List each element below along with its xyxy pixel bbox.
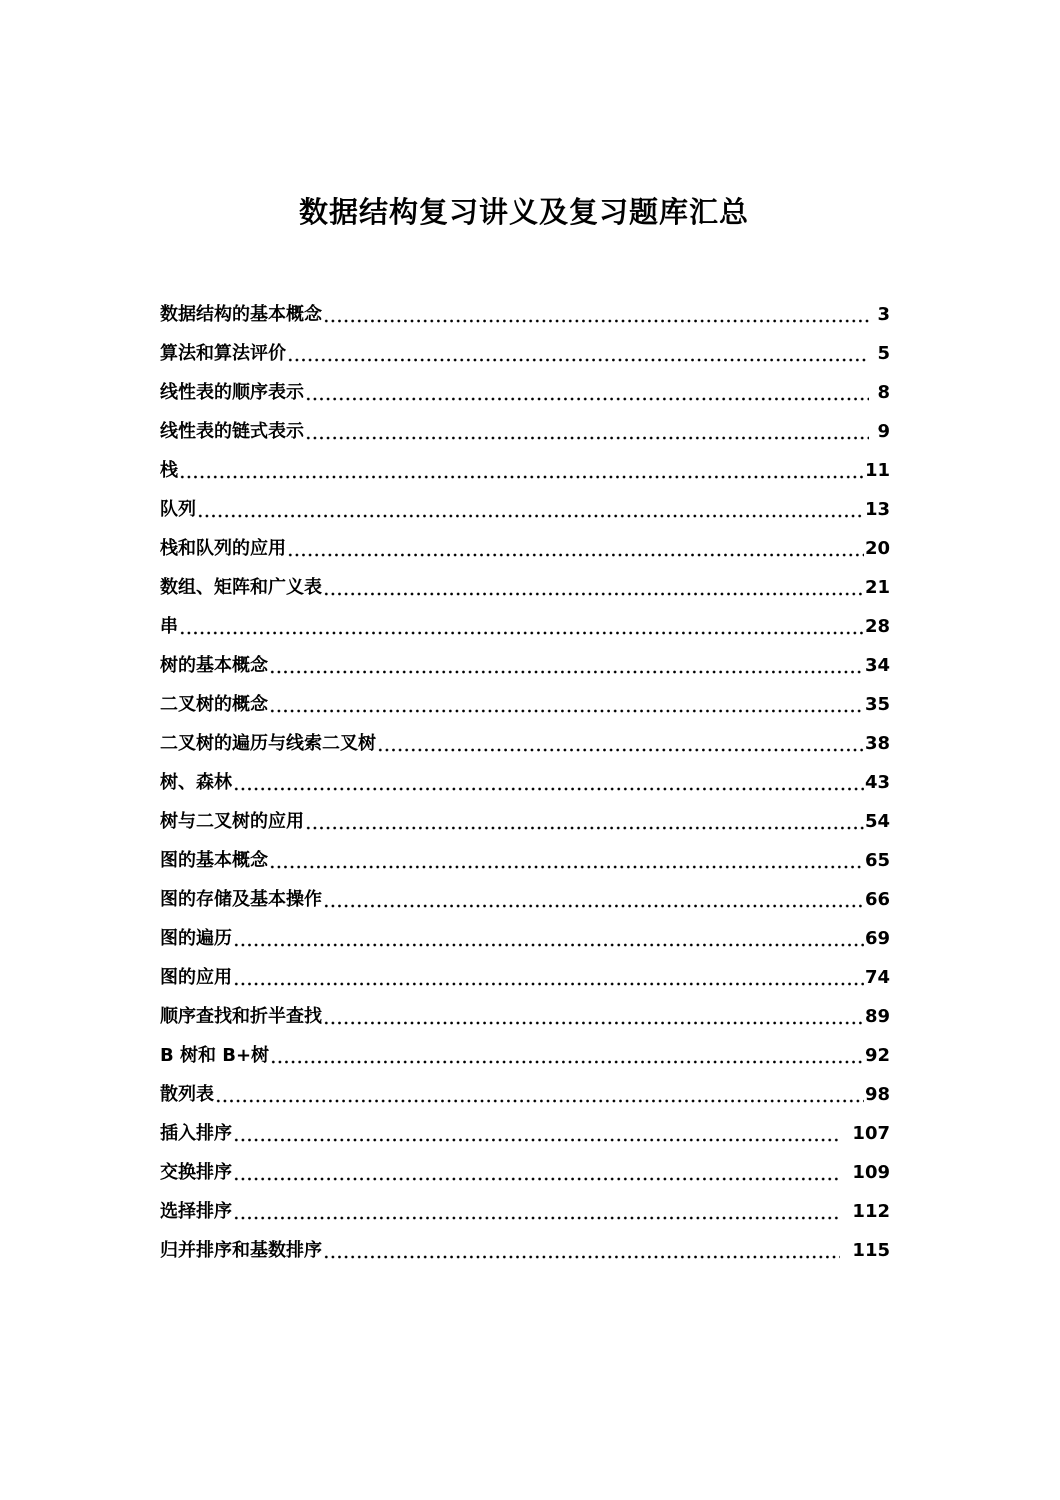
toc-entry-title: 线性表的链式表示 [160,421,304,442]
toc-dot-leader [323,568,864,607]
toc-dot-leader [323,295,869,334]
toc-entry-page-number: 65 [864,850,890,871]
toc-entry[interactable] [160,685,890,724]
toc-entry-page-number: 98 [864,1084,890,1105]
toc-entry[interactable] [160,373,890,412]
toc-entry[interactable] [160,841,890,880]
toc-entry-page-number: 11 [864,460,890,481]
toc-entry-title: 线性表的顺序表示 [160,382,304,403]
toc-dot-leader [287,334,869,373]
toc-dot-leader [233,763,864,802]
toc-entry-page-number: 9 [877,421,890,442]
toc-entry-page-number: 109 [852,1162,890,1183]
toc-dot-leader [179,607,864,646]
toc-entry-page-number: 89 [864,1006,890,1027]
toc-entry[interactable] [160,451,890,490]
toc-entry[interactable] [160,490,890,529]
toc-entry-page-number: 38 [864,733,890,754]
toc-entry[interactable] [160,607,890,646]
toc-dot-leader [323,997,864,1036]
toc-dot-leader [269,646,864,685]
toc-entry[interactable] [160,334,890,373]
toc-dot-leader [179,451,864,490]
toc-entry-title: 交换排序 [160,1162,232,1183]
toc-entry-title: 栈和队列的应用 [160,538,286,559]
toc-entry[interactable] [160,802,890,841]
toc-entry-title: 图的应用 [160,967,232,988]
toc-dot-leader [305,802,864,841]
toc-entry[interactable] [160,412,890,451]
toc-entry[interactable] [160,919,890,958]
toc-entry-title: 二叉树的遍历与线索二叉树 [160,733,376,754]
toc-entry[interactable] [160,1231,890,1270]
toc-entry-title: B 树和 B+树 [160,1045,270,1066]
toc-entry-title: 选择排序 [160,1201,232,1222]
toc-entry-title: 顺序查找和折半查找 [160,1006,322,1027]
toc-entry-title: 图的遍历 [160,928,232,949]
toc-entry-page-number: 112 [852,1201,890,1222]
toc-dot-leader [377,724,864,763]
toc-entry-page-number: 74 [864,967,890,988]
toc-dot-leader [269,685,864,724]
toc-entry-page-number: 20 [864,538,890,559]
toc-dot-leader [233,1153,840,1192]
toc-entry[interactable] [160,763,890,802]
toc-dot-leader [270,1036,864,1075]
toc-dot-leader [305,412,869,451]
toc-entry[interactable] [160,880,890,919]
table-of-contents [160,295,890,1270]
toc-entry[interactable] [160,724,890,763]
toc-entry[interactable] [160,295,890,334]
toc-entry-title: 串 [160,616,178,637]
toc-entry-title: 树的基本概念 [160,655,268,676]
toc-entry-page-number: 28 [864,616,890,637]
toc-entry-title: 树、森林 [160,772,232,793]
toc-entry-title: 数据结构的基本概念 [160,304,322,325]
toc-entry-page-number: 3 [877,304,890,325]
toc-entry-page-number: 21 [864,577,890,598]
toc-dot-leader [305,373,869,412]
toc-dot-leader [233,958,864,997]
toc-dot-leader [323,1231,840,1270]
toc-dot-leader [269,841,864,880]
toc-entry-title: 插入排序 [160,1123,232,1144]
toc-dot-leader [233,919,864,958]
toc-entry[interactable] [160,529,890,568]
toc-entry-page-number: 115 [852,1240,890,1261]
toc-entry[interactable] [160,997,890,1036]
toc-entry[interactable] [160,1075,890,1114]
toc-entry[interactable] [160,1114,890,1153]
toc-entry-page-number: 35 [864,694,890,715]
toc-entry-title: 图的存储及基本操作 [160,889,322,910]
toc-dot-leader [197,490,864,529]
toc-entry-page-number: 69 [864,928,890,949]
toc-entry-title: 树与二叉树的应用 [160,811,304,832]
toc-entry-title: 队列 [160,499,196,520]
toc-entry-title: 栈 [160,460,178,481]
toc-entry-page-number: 92 [864,1045,890,1066]
toc-entry[interactable] [160,1153,890,1192]
toc-entry-title: 算法和算法评价 [160,343,286,364]
toc-entry-title: 归并排序和基数排序 [160,1240,322,1261]
toc-entry-title: 散列表 [160,1084,214,1105]
toc-dot-leader [323,880,864,919]
toc-entry-page-number: 54 [864,811,890,832]
toc-dot-leader [287,529,864,568]
toc-entry[interactable] [160,646,890,685]
toc-entry-title: 数组、矩阵和广义表 [160,577,322,598]
toc-entry-page-number: 43 [864,772,890,793]
toc-entry-page-number: 66 [864,889,890,910]
toc-entry[interactable] [160,1192,890,1231]
toc-entry[interactable] [160,958,890,997]
toc-entry-title: 二叉树的概念 [160,694,268,715]
toc-entry[interactable] [160,1036,890,1075]
document-title: 数据结构复习讲义及复习题库汇总 [298,195,749,229]
toc-dot-leader [233,1192,840,1231]
toc-entry-page-number: 8 [877,382,890,403]
toc-dot-leader [215,1075,864,1114]
toc-entry-page-number: 107 [852,1123,890,1144]
toc-entry-page-number: 5 [877,343,890,364]
toc-entry-title: 图的基本概念 [160,850,268,871]
toc-entry-page-number: 34 [864,655,890,676]
toc-dot-leader [233,1114,840,1153]
toc-entry-page-number: 13 [864,499,890,520]
toc-entry[interactable] [160,568,890,607]
